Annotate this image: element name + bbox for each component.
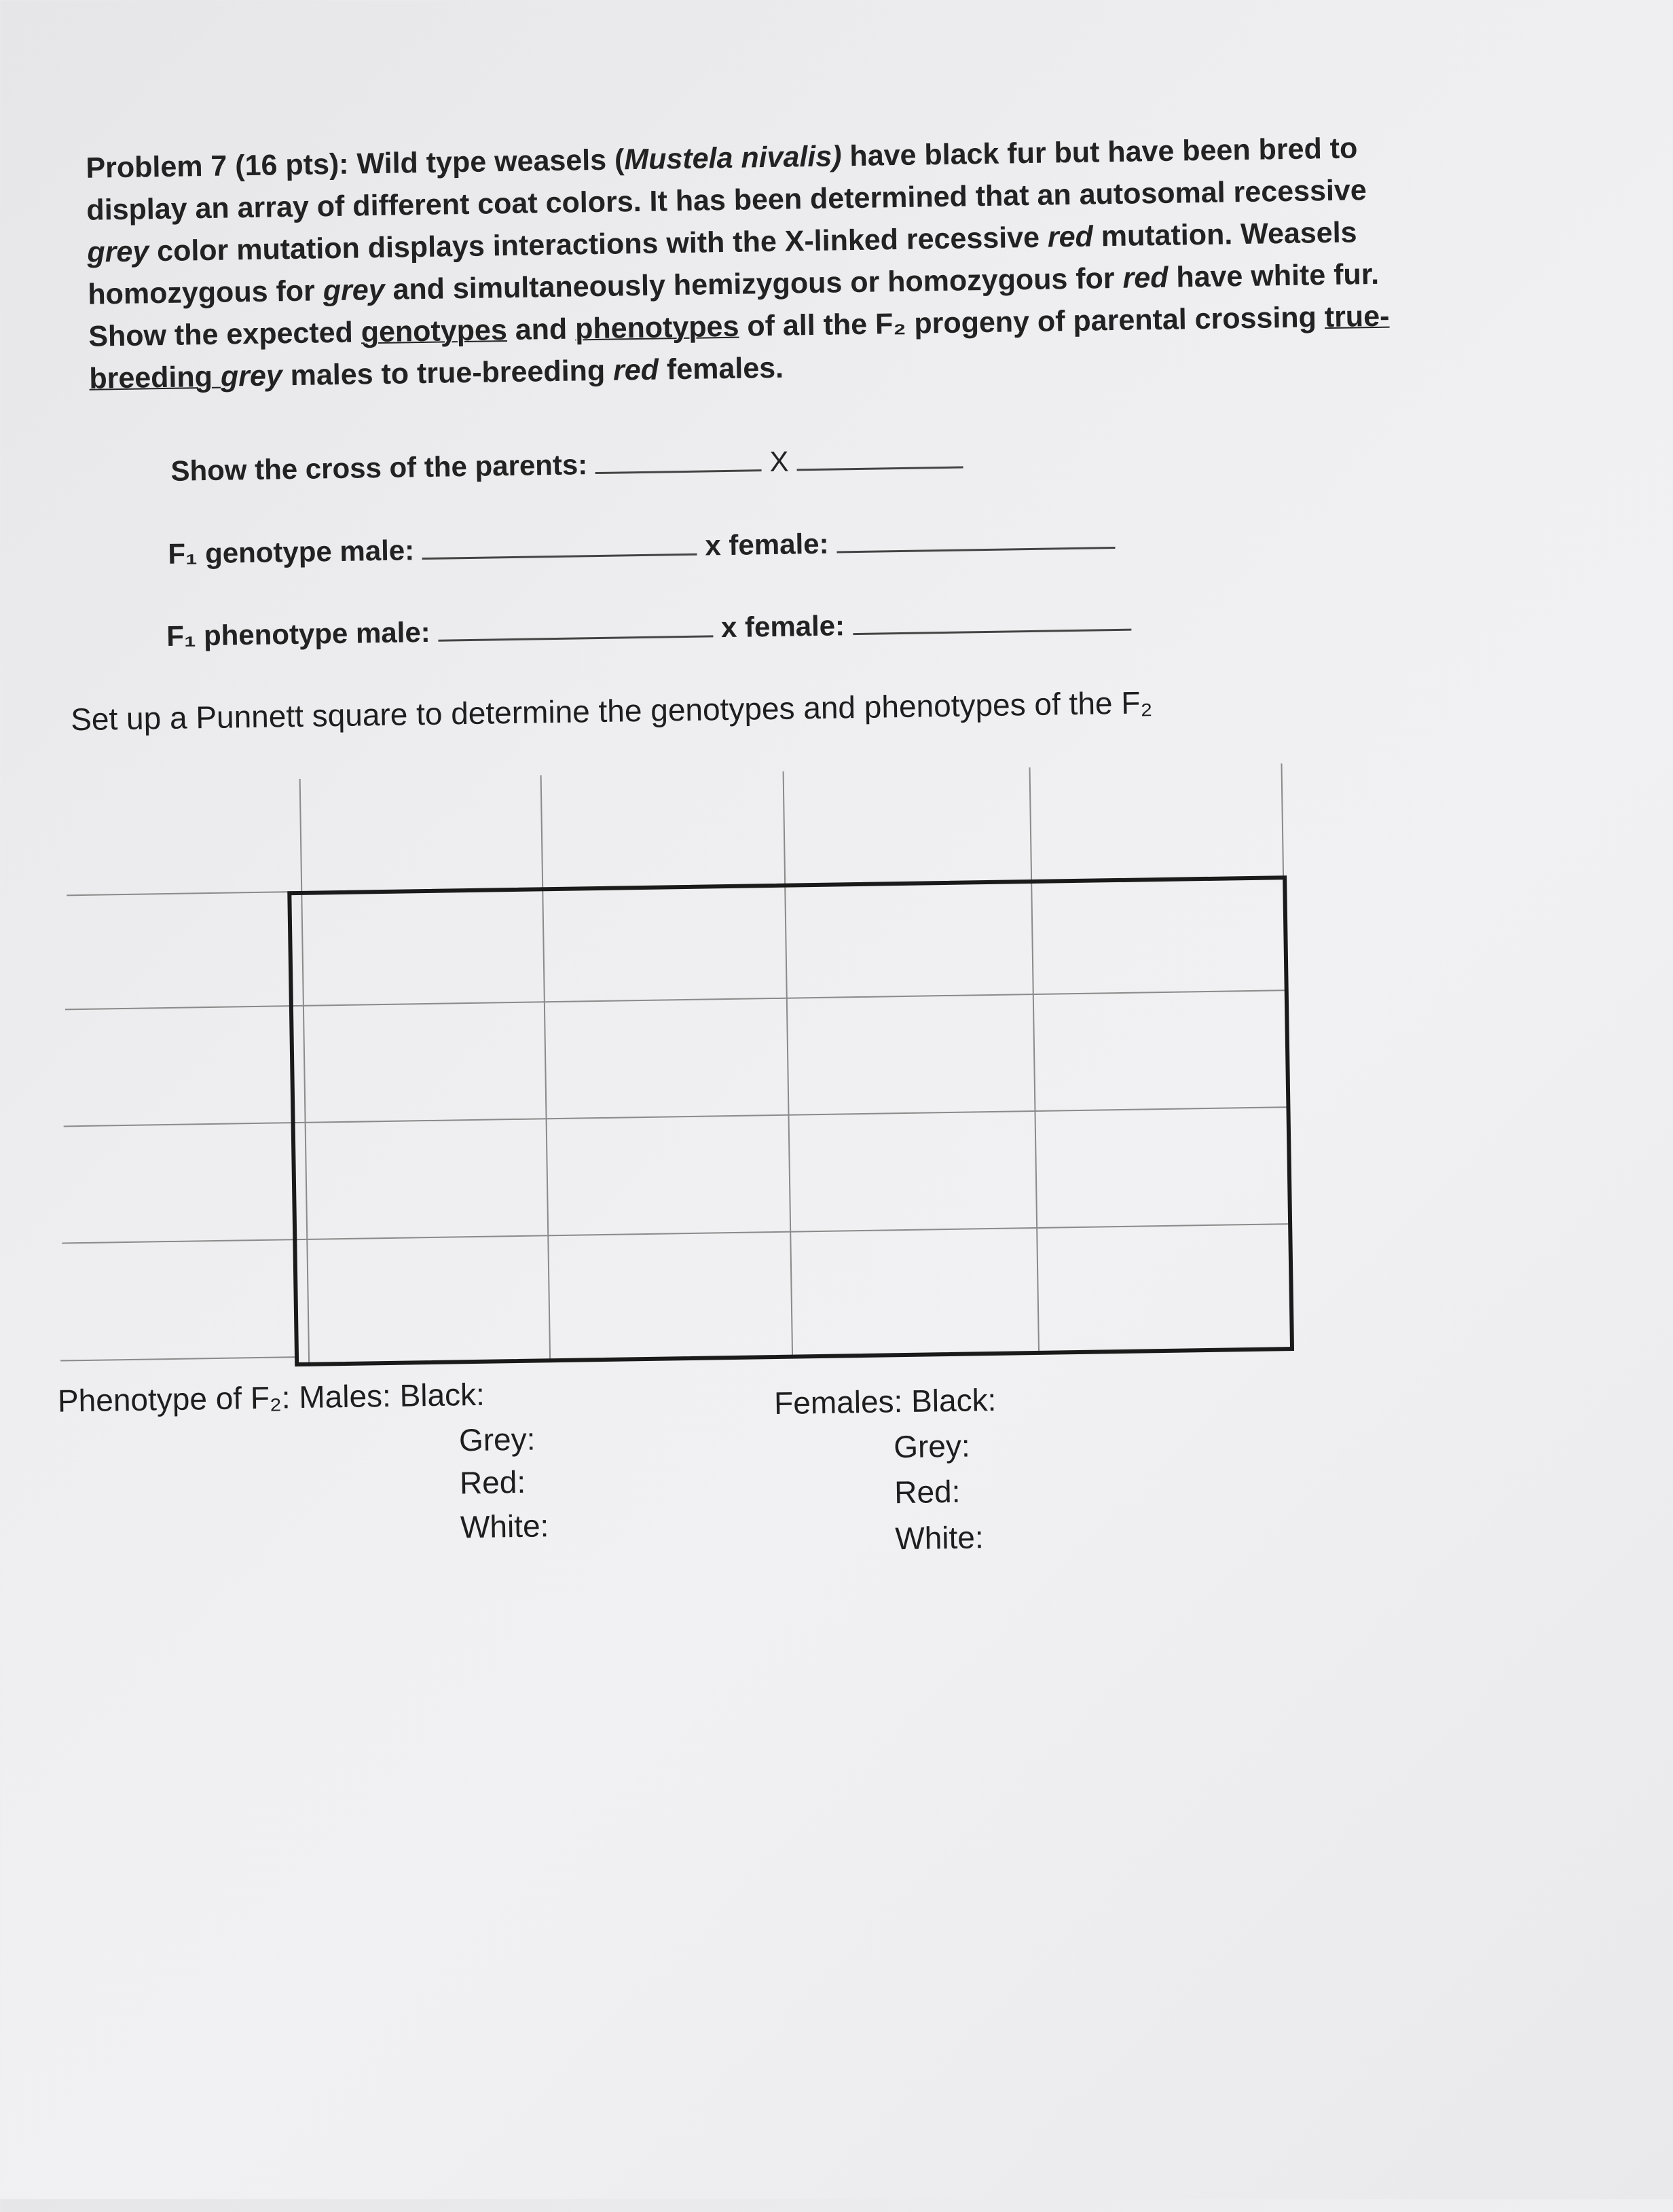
phenotype-males-red: Red: [459,1464,526,1501]
problem-text: females. [658,351,784,386]
grid-line [60,1356,298,1361]
term-true-breeding: true-breeding [88,300,1390,395]
f1-phenotype-female-label: x female: [720,609,845,644]
phenotype-females-red: Red: [894,1473,961,1510]
problem-text: have white fur. Show the expected [88,257,1380,353]
phenotype-males-white: White: [460,1508,549,1545]
parent-male-blank[interactable] [595,450,762,474]
problem-text: and [507,312,576,347]
problem-text: of all the F₂ progeny of parental crossing [739,301,1325,343]
punnett-instruction: Set up a Punnett square to determine the genotypes and phenotypes of the F₂ [70,685,1153,738]
problem-text: Wild type weasels ( [348,143,625,181]
term-red: red [612,353,659,387]
problem-text: mutation. Weasels homozygous for [88,216,1357,311]
species-name: Mustela nivalis) [623,140,842,177]
problem-statement [86,127,1393,400]
phenotype-females-black: Females: Black: [773,1381,997,1421]
term-red: red [1047,220,1094,254]
f1-phenotype-label: F₁ phenotype male: [166,615,431,652]
term-phenotypes: phenotypes [574,310,739,346]
parent-female-blank[interactable] [796,448,963,471]
grid-line [1281,763,1284,879]
term-grey: grey [220,359,283,393]
f1-phenotype-male-blank[interactable] [438,616,713,641]
term-red: red [1122,261,1169,295]
term-grey: grey [87,235,149,269]
phenotype-males-black: Phenotype of F₂: Males: Black: [57,1376,485,1419]
parents-cross-label: Show the cross of the parents: [170,448,588,487]
punnett-square [0,0,1661,13]
f1-genotype-row [168,523,1115,570]
punnett-square-border [287,875,1294,1366]
f1-phenotype-female-blank[interactable] [852,610,1130,635]
term-genotypes: genotypes [361,314,508,349]
f1-genotype-female-blank[interactable] [836,528,1115,553]
phenotype-females-white: White: [894,1519,985,1557]
problem-text: males to true-breeding [282,354,614,393]
phenotype-females-grey: Grey: [893,1428,971,1465]
f1-genotype-male-blank[interactable] [422,534,697,560]
problem-text: have black fur but have been bred to display an array of different coat colors. It has been determined that an autosomal recessive [86,132,1367,227]
f1-genotype-female-label: x female: [705,527,829,562]
problem-text: color mutation displays interactions with the X-linked recessive [148,221,1048,268]
problem-text: and simultaneously hemizygous or homozygous for [384,261,1123,306]
grid-line [67,891,297,896]
cross-symbol: X [769,445,789,477]
f1-genotype-label: F₁ genotype male: [168,534,415,570]
f1-phenotype-row [166,605,1131,653]
term-grey: grey [323,273,385,308]
phenotype-males-grey: Grey: [458,1421,536,1458]
parents-cross-row [170,443,963,488]
problem-heading: Problem 7 (16 pts): [86,147,349,185]
